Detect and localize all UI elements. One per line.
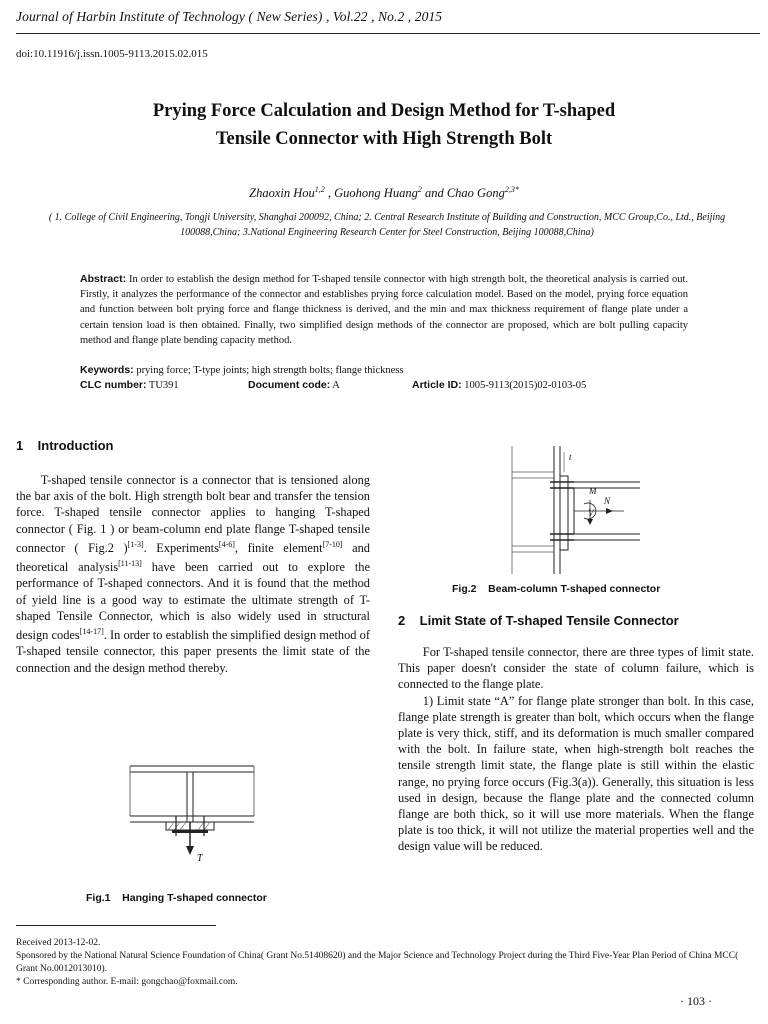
section-1-heading: 1 Introduction xyxy=(16,438,114,453)
fig2-label-m: M xyxy=(589,486,597,496)
doi: doi:10.11916/j.issn.1005-9113.2015.02.015 xyxy=(16,48,208,60)
author-3-sup: 2,3* xyxy=(504,185,519,194)
document-code-label: Document code: xyxy=(248,379,331,391)
fig1-force-label: T xyxy=(197,853,203,864)
section-2-paragraph-2: 1) Limit state “A” for flange plate stronger than bolt. In this case, flange plate strength is greater than bolt, which occurs when the flange plate is very thick, stiff, and its deformation is much smaller compared with the bolt. In failure state, when high-strength bolt reaches the tensile strength limit state, the flange plate is still within the elastic range, no prying force occurs (Fig.3(a)). Generally, this situation is less used in design, because the flange plate and the connected column flange are both thick, so it will use more materials. When the flange plate is too thick, it will not utilize the material properties well and the design value will be reduced. xyxy=(398,693,754,854)
received-date: Received 2013-12-02. xyxy=(16,938,101,948)
title-line-1: Prying Force Calculation and Design Method for T-shaped xyxy=(152,101,616,121)
keywords-label: Keywords: xyxy=(80,364,134,376)
article-id-label: Article ID: xyxy=(412,379,462,391)
section-1-body xyxy=(16,472,370,676)
journal-header: Journal of Harbin Institute of Technology ( New Series) , Vol.22 , No.2 , 2015 xyxy=(16,9,443,24)
intro-text-1: T-shaped tensile connector is a connector that is tensioned along the bar axis of the bolt. High strength bolt bear and transfer the tension force. T-shaped tensile connector applies to hanging T-shaped connector ( Fig. 1 ) or beam-column end plate flange T-shaped tensile connector ( Fig.2 ) xyxy=(16,473,370,555)
author-1: Zhaoxin Hou xyxy=(249,186,315,201)
footnotes xyxy=(16,937,756,989)
clc-label: CLC number: xyxy=(80,379,147,391)
affiliations: ( 1. College of Civil Engineering, Tongji University, Shanghai 200092, China; 2. Central Research Institute of Building and Construction, MCC Group,Co., Ltd., Beijing 100088,China; 3.National Engineering Research Center for Steel Construction, Beijing 100088,China) xyxy=(48,212,726,238)
corresponding-author: * Corresponding author. E-mail: gongchao@foxmail.com. xyxy=(16,977,238,987)
ref-2: [4-6] xyxy=(218,539,235,549)
author-2: Guohong Huang xyxy=(334,186,418,201)
ref-1: [1-3] xyxy=(127,539,144,549)
section-2-body xyxy=(398,644,754,855)
abstract xyxy=(80,272,688,348)
title-line-2: Tensile Connector with High Strength Bolt xyxy=(215,129,553,149)
author-separator: , xyxy=(324,186,335,201)
fig1-caption: Fig.1 Hanging T-shaped connector xyxy=(86,892,267,904)
keywords xyxy=(80,364,403,376)
abstract-text: In order to establish the design method for T-shaped tensile connector with high strength bolt, the theoretical analysis is carried out. Firstly, it analyzes the performance of the connector and establishes prying force calculation model. Based on the model, prying force equation and function between bolt prying force and flange thickness is derived, and the min and max thickness requirement of flange plate under a certain tension load is then obtained. Finally, two simplified design methods of the connector are proposed, which are bolt pulling capacity method and flange plate bending capacity method. xyxy=(80,274,688,346)
fig2-label-v: V xyxy=(588,508,594,518)
intro-text-5: have been carried out to explore the performance of T-shaped connectors. And it is found that the method of yield line is a good way to estimate the ultimate strength of T-shaped Tensile Connector, which is also widely used in structural design codes xyxy=(16,560,370,643)
fig1-diagram xyxy=(122,760,262,880)
author-and: and xyxy=(421,186,447,201)
clc-value: TU391 xyxy=(146,380,179,391)
author-1-sup: 1,2 xyxy=(314,185,325,194)
section-2-heading: 2 Limit State of T-shaped Tensile Connector xyxy=(398,613,679,628)
fig2-label-n: N xyxy=(604,496,611,506)
intro-text-3: , finite element xyxy=(234,540,323,555)
author-3: Chao Gong xyxy=(446,186,505,201)
intro-text-2: . Experiments xyxy=(143,540,219,555)
author-2-sup: 2 xyxy=(417,185,422,194)
intro-paragraph xyxy=(16,472,370,676)
keywords-text: prying force; T-type joints; high strength bolts; flange thickness xyxy=(133,365,404,376)
authors xyxy=(0,185,768,201)
section-2-paragraph-1: For T-shaped tensile connector, there are three types of limit state. This paper doesn't consider the state of column failure, which is connected to the flange plate. xyxy=(398,645,754,692)
article-id-value: 1005-9113(2015)02-0103-05 xyxy=(461,380,587,391)
intro-text-4: and theoretical analysis xyxy=(16,540,370,575)
intro-text-6: . In order to establish the simplified design method of T-shaped tensile connector, this paper presents the limit state of the connection and the design method thereby. xyxy=(16,628,370,675)
sponsor-note: Sponsored by the National Natural Science Foundation of China( Grant No.51408620) and the Major Science and Technology Project during the Third Five-Year Plan Period of China MCC( Grant No.0012013010). xyxy=(16,951,739,974)
page-number: · 103 · xyxy=(680,994,712,1008)
fig2-diagram xyxy=(506,442,646,577)
header-rule xyxy=(16,33,760,34)
fig2-caption: Fig.2 Beam-column T-shaped connector xyxy=(452,583,661,595)
paper-title xyxy=(0,97,768,153)
document-code-value: A xyxy=(330,380,340,391)
ref-3: [7-10] xyxy=(322,539,343,549)
ref-5: [14-17] xyxy=(79,627,104,637)
ref-4: [11-13] xyxy=(118,559,142,569)
abstract-label: Abstract: xyxy=(80,273,127,285)
footnote-rule xyxy=(16,925,216,926)
fig2-label-t: t xyxy=(569,452,572,462)
